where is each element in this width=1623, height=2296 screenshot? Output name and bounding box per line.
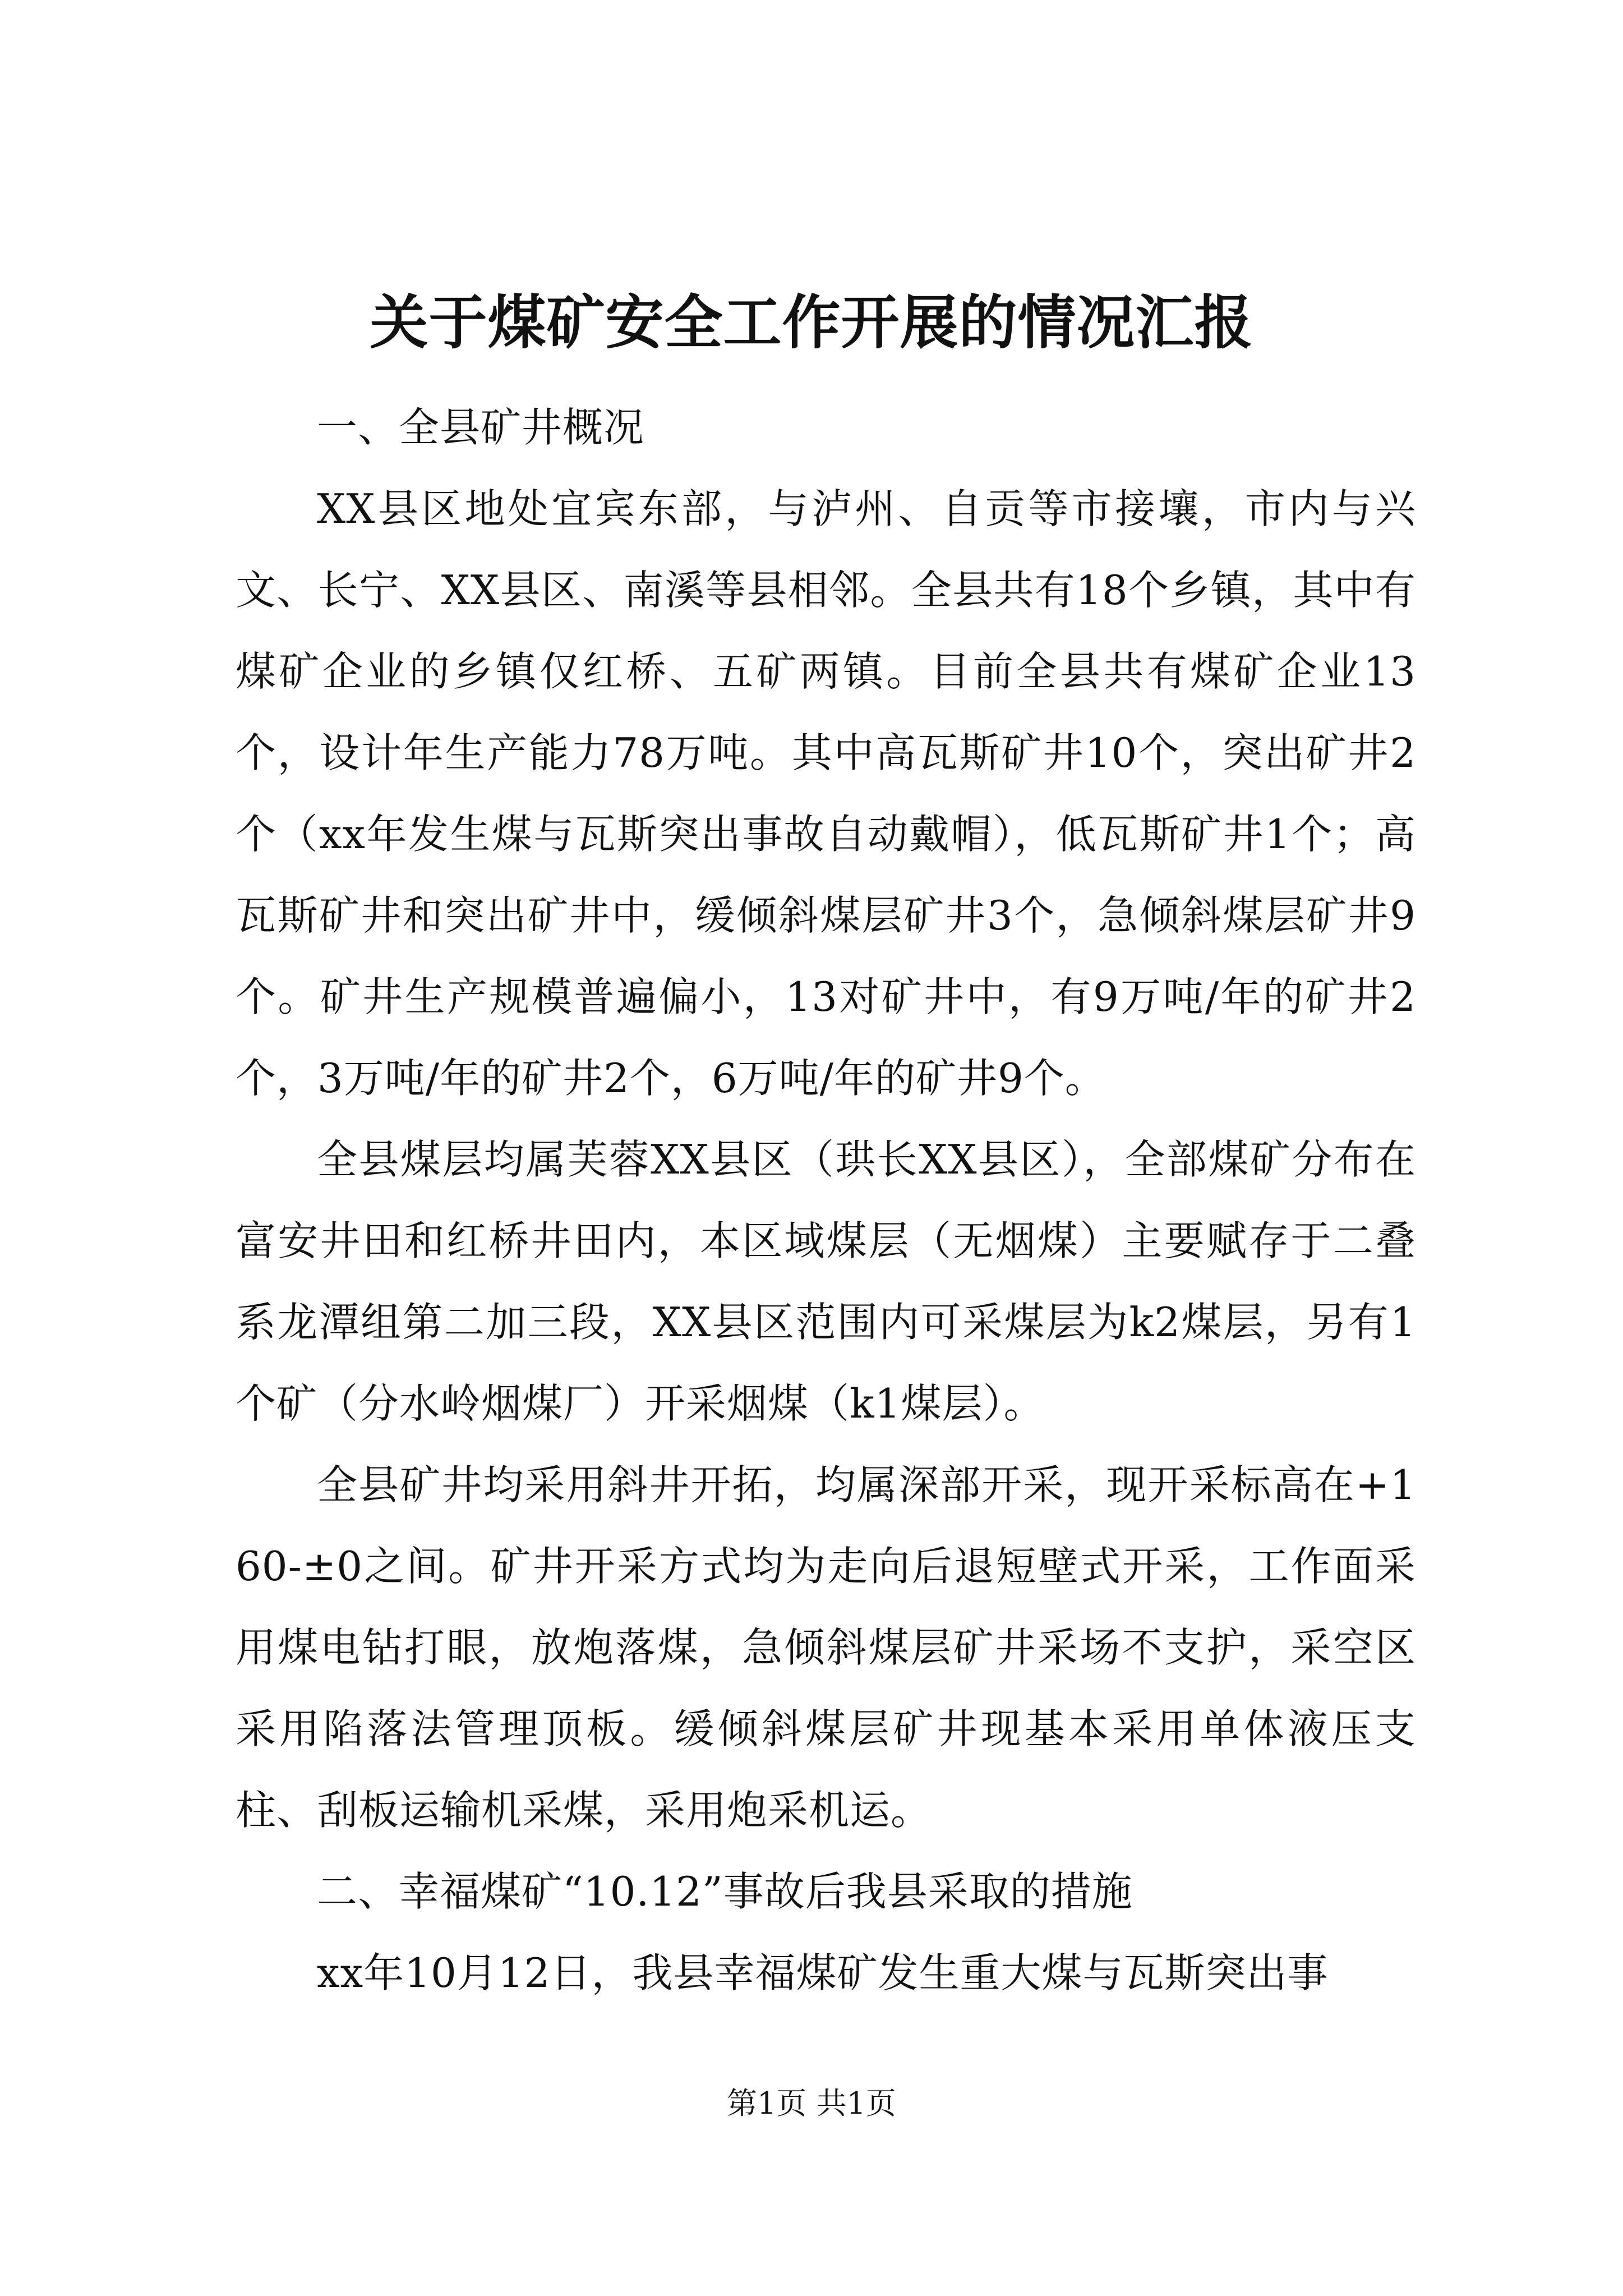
section-heading: 一、全县矿井概况 <box>317 404 645 451</box>
document-title: 关于煤矿安全工作开展的情况汇报 <box>370 288 1253 357</box>
document-body <box>236 387 1416 2014</box>
body-paragraph: XX县区地处宜宾东部，与泸州、自贡等市接壤，市内与兴文、长宁、XX县区、南溪等县相邻。全县共有18个乡镇，其中有煤矿企业的乡镇仅红桥、五矿两镇。目前全县共有煤矿企业13个，设计年生产能力78万吨。其中高瓦斯矿井10个，突出矿井2个（xx年发生煤与瓦斯突出事故自动戴帽），低瓦斯矿井1个；高瓦斯矿井和突出矿井中，缓倾斜煤层矿井3个，急倾斜煤层矿井9个。矿井生产规模普遍偏小，13对矿井中，有9万吨/年的矿井2个，3万吨/年的矿井2个，6万吨/年的矿井9个。 <box>236 485 1416 1102</box>
section-heading: 二、幸福煤矿“10.12”事故后我县采取的措施 <box>317 1868 1133 1915</box>
body-paragraph: xx年10月12日，我县幸福煤矿发生重大煤与瓦斯突出事 <box>317 1949 1329 1996</box>
body-paragraph: 全县煤层均属芙蓉XX县区（珙长XX县区），全部煤矿分布在富安井田和红桥井田内，本区域煤层（无烟煤）主要赋存于二叠系龙潭组第二加三段，XX县区范围内可采煤层为k2煤层，另有1个矿（分水岭烟煤厂）开采烟煤（k1煤层）。 <box>236 1136 1416 1427</box>
body-paragraph: 全县矿井均采用斜井开拓，均属深部开采，现开采标高在+160-±0之间。矿井开采方式均为走向后退短壁式开采，工作面采用煤电钻打眼，放炮落煤，急倾斜煤层矿井采场不支护，采空区采用陷落法管理顶板。缓倾斜煤层矿井现基本采用单体液压支柱、刮板运输机采煤，采用炮采机运。 <box>236 1461 1416 1834</box>
page-footer: 第1页 共1页 <box>727 2086 896 2121</box>
